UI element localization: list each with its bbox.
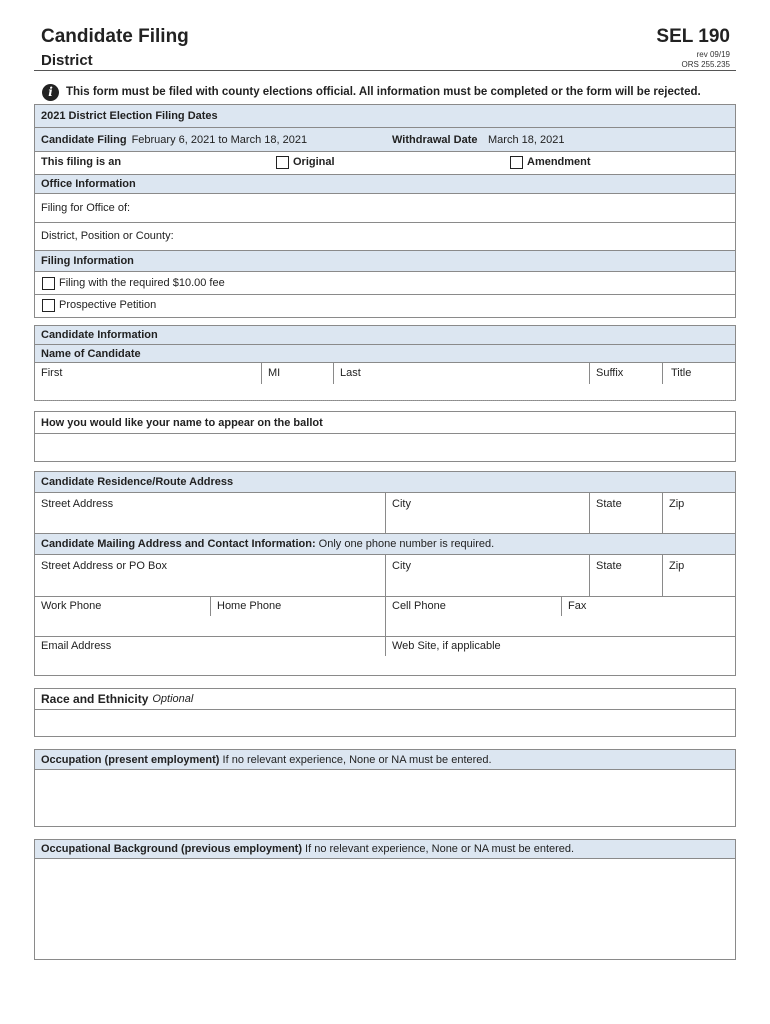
home-phone-field[interactable]: Home Phone (217, 600, 282, 612)
original-label: Original (293, 156, 335, 168)
mailing-heading-bold: Candidate Mailing Address and Contact Information: (41, 538, 316, 550)
ballot-name-section (34, 411, 736, 462)
mailing-city-field[interactable]: City (392, 560, 411, 572)
email-field[interactable]: Email Address (41, 640, 112, 652)
residence-heading: Candidate Residence/Route Address (35, 472, 735, 493)
occupation-heading-note: If no relevant experience, None or NA must be entered. (219, 753, 492, 766)
race-optional-label: Optional (152, 693, 194, 705)
residence-state-field[interactable]: State (596, 498, 622, 510)
filing-type-label: This filing is an (41, 156, 122, 168)
form-revision: rev 09/19 (696, 50, 730, 59)
form-subtitle: District (41, 52, 93, 69)
first-name-field[interactable]: First (41, 367, 63, 379)
filing-info-heading: Filing Information (35, 250, 735, 272)
form-id: SEL 190 (656, 26, 730, 47)
race-section (34, 688, 736, 737)
fax-field[interactable]: Fax (568, 600, 587, 612)
withdrawal-value: March 18, 2021 (488, 133, 565, 146)
race-heading-label: Race and Ethnicity (41, 692, 149, 706)
candidate-filing-label: Candidate Filing (41, 133, 127, 146)
filing-dates-row (35, 128, 735, 152)
address-section (34, 471, 736, 676)
candidate-name-heading: Name of Candidate (35, 345, 735, 363)
form-statute: ORS 255.235 (681, 60, 730, 69)
mailing-state-field[interactable]: State (596, 560, 622, 572)
withdrawal-label: Withdrawal Date (392, 133, 478, 146)
last-name-field[interactable]: Last (340, 367, 361, 379)
notice-text: This form must be filed with county elections official. All information must be completed or the form will be rejected. (66, 86, 701, 98)
occupation-heading-bold: Occupation (present employment) (41, 753, 220, 766)
office-heading: Office Information (35, 174, 735, 194)
website-field[interactable]: Web Site, if applicable (392, 640, 501, 652)
race-heading (35, 689, 735, 710)
info-icon: i (42, 84, 59, 101)
race-field[interactable] (35, 710, 735, 736)
district-field[interactable]: District, Position or County: (41, 230, 174, 242)
occ-background-field[interactable] (35, 859, 735, 959)
filing-section (34, 104, 736, 318)
amendment-label: Amendment (527, 156, 591, 168)
occ-background-heading-note: If no relevant experience, None or NA must be entered. (302, 843, 575, 855)
occupation-heading (35, 750, 735, 770)
occ-background-section (34, 839, 736, 960)
mailing-street-field[interactable]: Street Address or PO Box (41, 560, 167, 572)
ballot-name-heading: How you would like your name to appear on the ballot (35, 412, 735, 434)
occupation-field[interactable] (35, 770, 735, 826)
occ-background-heading-bold: Occupational Background (previous employment) (41, 843, 302, 855)
suffix-field[interactable]: Suffix (596, 367, 624, 379)
candidate-section (34, 325, 736, 401)
candidate-heading: Candidate Information (35, 326, 735, 345)
candidate-filing-value: February 6, 2021 to March 18, 2021 (131, 133, 308, 146)
fee-checkbox[interactable] (42, 277, 55, 290)
title-field[interactable]: Title (671, 367, 692, 379)
ballot-name-field[interactable] (35, 434, 735, 461)
petition-option-label: Prospective Petition (59, 299, 157, 311)
amendment-checkbox[interactable] (510, 156, 523, 169)
fee-option-label: Filing with the required $10.00 fee (59, 277, 225, 289)
mailing-heading (35, 533, 735, 555)
occupation-section (34, 749, 736, 827)
office-field[interactable]: Filing for Office of: (41, 202, 131, 214)
occ-background-heading (35, 840, 735, 859)
form-title: Candidate Filing (41, 26, 189, 47)
middle-initial-field[interactable]: MI (268, 367, 281, 379)
work-phone-field[interactable]: Work Phone (41, 600, 102, 612)
original-checkbox[interactable] (276, 156, 289, 169)
cell-phone-field[interactable]: Cell Phone (392, 600, 446, 612)
residence-street-field[interactable]: Street Address (41, 498, 114, 510)
mailing-zip-field[interactable]: Zip (669, 560, 685, 572)
petition-checkbox[interactable] (42, 299, 55, 312)
filing-dates-heading: 2021 District Election Filing Dates (35, 105, 735, 128)
mailing-heading-note: Only one phone number is required. (315, 538, 495, 550)
residence-zip-field[interactable]: Zip (669, 498, 685, 510)
notice (42, 83, 701, 101)
header-rule (34, 70, 736, 71)
residence-city-field[interactable]: City (392, 498, 411, 510)
